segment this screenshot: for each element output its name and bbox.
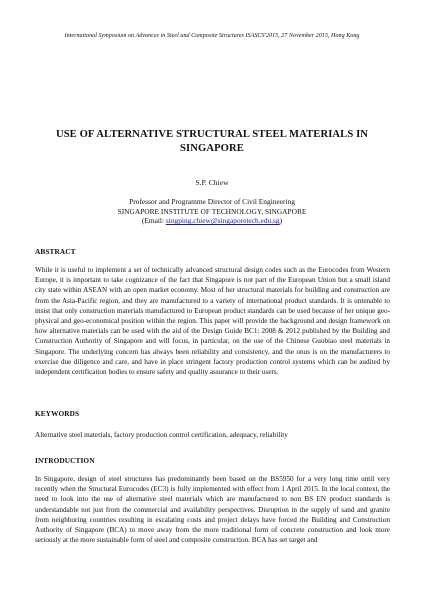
email-link[interactable]: singping.chiew@singaporetech.edu.sg <box>165 216 280 226</box>
abstract-heading: ABSTRACT <box>35 247 76 256</box>
affiliation-institution: SINGAPORE INSTITUTE OF TECHNOLOGY, SINGAPORE <box>117 206 307 216</box>
running-header: International Symposium on Advances in Steel and Composite Structures ISASCS'2015, 27 November 2015, Hong Kong <box>64 33 360 39</box>
keywords-text: Alternative steel materials, factory production control certification, adequacy, reliability <box>35 431 288 439</box>
introduction-text: In Singapore, design of steel structures has predominantly been based on the BS5950 for a very long time until very recently when the Structural Eurocodes (EC3) is fully implemented with effect from 1 April 2015. In the local context, the need to look into the use of alternative steel materials which are manufactured to non BS EN product standards is understandable not just from the commercial and availability perspectives. Disruption in the supply of sand and granite from neighboring countries resulting in escalating costs and project delays have forced the Building and Construction Authority of Singapore (BCA) to move away from the more traditional form of concrete construction and look more seriously at the more sustainable form of steel and composite construction. BCA has set target and <box>35 475 390 545</box>
introduction-body <box>35 474 390 545</box>
email-line <box>0 216 424 226</box>
abstract-text: While it is useful to implement a set of technically advanced structural design codes such as the Eurocodes from Western Europe, it is important to take cognizance of the fact that Singapore is not part of the European Union but a small island city state within ASEAN with an open market economy. Most of her structural materials for building and construction are from the Asia-Pacific region, and they are manufactured to a variety of international product standards. It is untenable to insist that only construction materials manufactured to European product standards can be used because of her unique geo-physical and geo-economical position within the region. This paper will provide the background and design framework on how alternative materials can be used with the aid of the Design Guide BC1: 2008 & 2012 published by the Building and Construction Authority of Singapore and will focus, in particular, on the use of the Chinese Guobiao steel materials in Singapore. The underlying concern has always been reliability and consistency, and the onus is on the manufacturers to exercise due diligence and care, and have in place stringent factory production control systems which can be audited by independent certification bodies to ensure safety and quality assurance to their users. <box>35 266 390 377</box>
abstract-body <box>35 265 390 377</box>
paper-title: USE OF ALTERNATIVE STRUCTURAL STEEL MATERIALS IN SINGAPORE <box>55 129 369 154</box>
email-prefix: (Email: <box>141 216 166 226</box>
keywords-body <box>35 430 390 440</box>
affiliation-position: Professor and Programme Director of Civil Engineering <box>129 197 295 206</box>
author-name: S.P. Chiew <box>195 178 229 187</box>
introduction-heading: INTRODUCTION <box>35 456 95 465</box>
author-affiliation <box>0 197 424 226</box>
keywords-heading: KEYWORDS <box>35 409 80 418</box>
email-suffix: ) <box>279 216 283 226</box>
